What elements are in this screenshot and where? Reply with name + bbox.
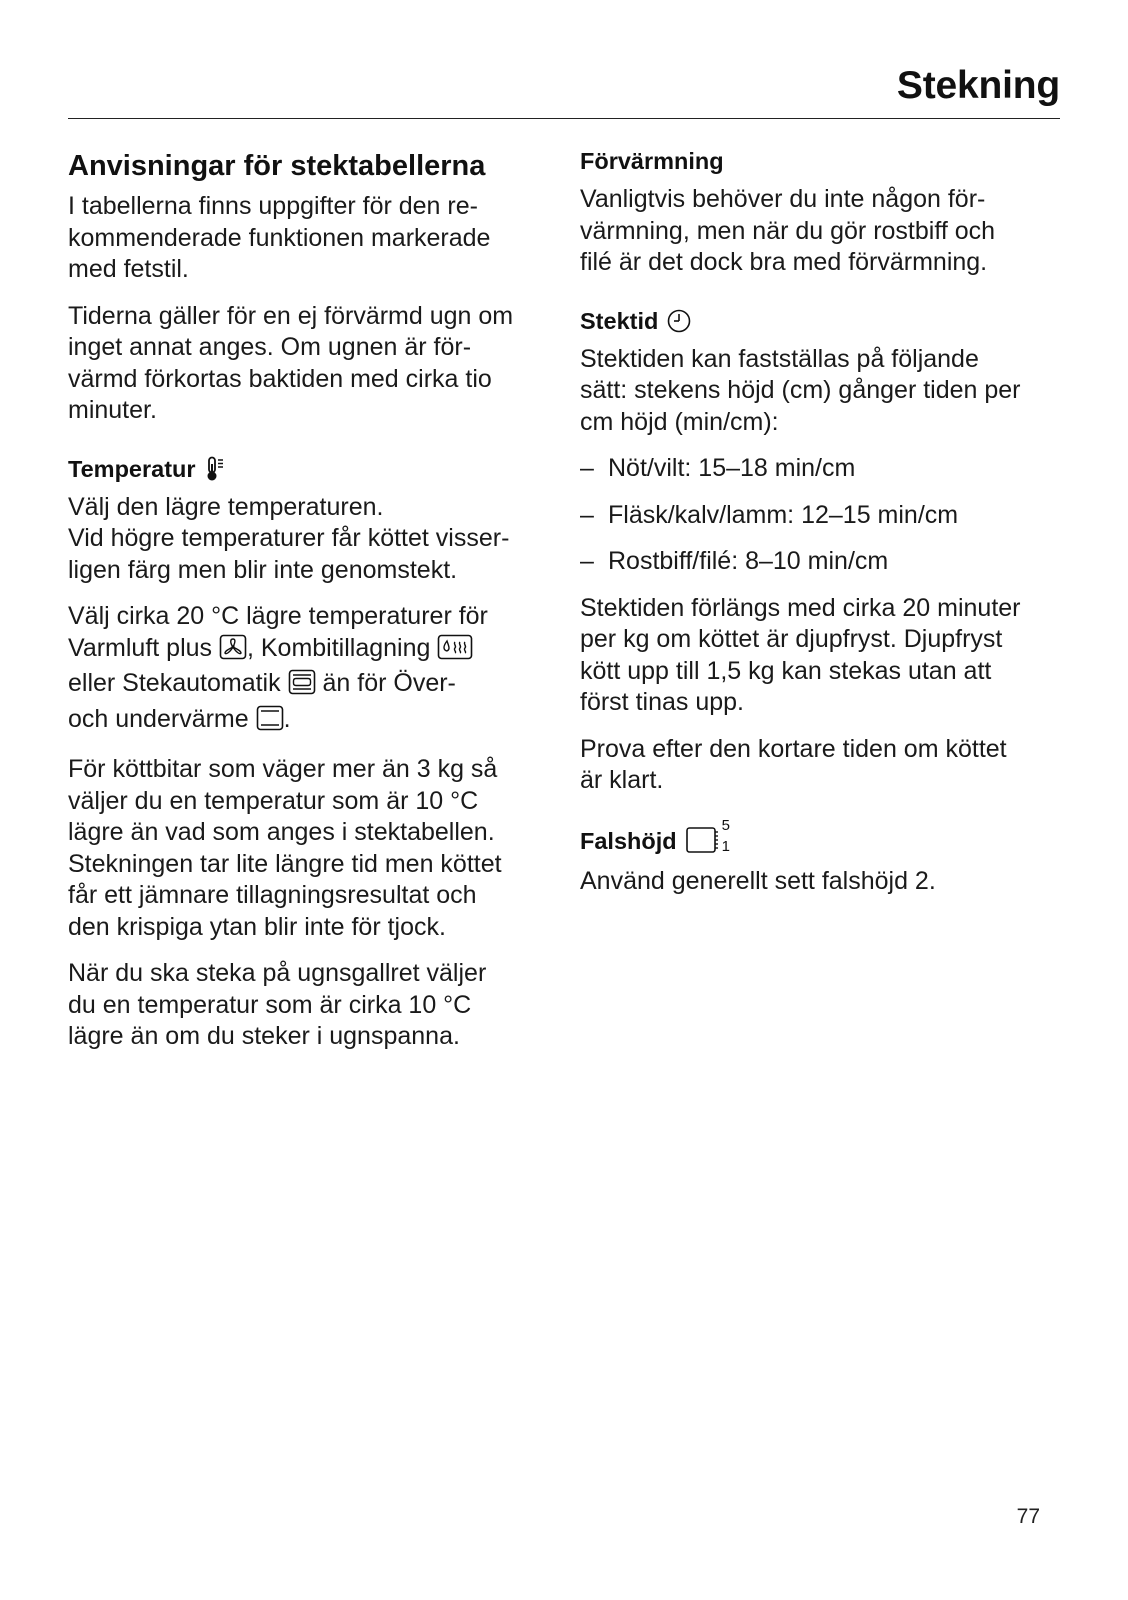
text-line: I tabellerna finns uppgifter för den re-	[68, 192, 478, 220]
text-line: filé är det dock bra med förvärmning.	[580, 248, 988, 276]
text-line: först tinas upp.	[580, 688, 744, 716]
text-line: värmning, men när du gör rostbiff och	[580, 216, 996, 245]
clock-icon	[666, 308, 692, 334]
combi-cooking-icon	[437, 634, 473, 669]
text-line: minuter.	[68, 396, 157, 424]
text-line: sätt: stekens höjd (cm) gånger tiden per	[580, 376, 1021, 404]
text-line: Stekningen tar lite längre tid men köttet	[68, 849, 502, 878]
temperature-heading	[68, 454, 546, 484]
text-line: Välj cirka 20 °C lägre temperaturer för	[68, 602, 488, 630]
shelf-level-min: 1	[721, 837, 730, 855]
text-line: kommenderade funktionen markerade	[68, 223, 491, 252]
list-dash: –	[580, 454, 594, 482]
list-item	[580, 546, 1060, 578]
shelf-level-max: 5	[721, 816, 730, 834]
cooking-time-paragraph-3	[580, 734, 1060, 797]
text-line: kött upp till 1,5 kg kan stekas utan att	[580, 656, 992, 685]
cooking-time-paragraph-1	[580, 344, 1060, 439]
preheat-paragraph	[580, 184, 1060, 279]
text-line: Välj den lägre temperaturen.	[68, 492, 384, 521]
temperature-paragraph-2	[68, 601, 546, 739]
text-line: är klart.	[580, 766, 664, 794]
shelf-level-paragraph: Använd generellt sett falshöjd 2.	[580, 866, 936, 895]
page-title: Stekning	[896, 64, 1060, 107]
text-line: med fetstil.	[68, 255, 189, 283]
cooking-time-paragraph-2	[580, 593, 1060, 719]
fan-plus-icon	[219, 634, 247, 669]
shelf-level-title: Falshöjd	[580, 827, 677, 854]
text-fragment: eller Stekautomatik	[68, 669, 288, 697]
intro-paragraph	[68, 191, 546, 286]
list-dash: –	[580, 500, 594, 529]
text-line: cm höjd (min/cm):	[580, 407, 779, 436]
text-line: väljer du en temperatur som är 10 °C	[68, 786, 479, 815]
text-line: per kg om köttet är djupfryst. Djupfryst	[580, 625, 1003, 653]
text-line: Prova efter den kortare tiden om köttet	[580, 734, 1007, 763]
text-fragment: , Kombitillagning	[246, 633, 438, 662]
list-item	[580, 500, 1060, 532]
temperature-paragraph-3	[68, 754, 546, 943]
list-item-text: Fläsk/kalv/lamm: 12–15 min/cm	[608, 500, 959, 529]
thermometer-icon	[204, 456, 226, 482]
text-line: den krispiga ytan blir inte för tjock.	[68, 912, 446, 941]
list-item-text: Rostbiff/filé: 8–10 min/cm	[608, 547, 889, 575]
preheat-title: Förvärmning	[580, 148, 724, 174]
temperature-paragraph-1	[68, 492, 546, 587]
list-dash: –	[580, 547, 594, 575]
temperature-title: Temperatur	[68, 455, 196, 482]
text-line: värmd förkortas baktiden med cirka tio	[68, 364, 492, 393]
text-line: inget annat anges. Om ugnen är för-	[68, 333, 472, 361]
text-fragment: .	[283, 704, 291, 733]
cooking-time-title: Stektid	[580, 307, 659, 334]
text-line: Tiderna gäller för en ej förvärmd ugn om	[68, 301, 514, 330]
section-heading: Anvisningar för stektabellerna	[68, 150, 486, 182]
temperature-paragraph-4	[68, 958, 546, 1053]
text-line: lägre än vad som anges i stektabellen.	[68, 818, 495, 846]
left-column	[68, 140, 546, 1053]
text-fragment: och undervärme	[68, 704, 256, 733]
cooking-time-heading	[580, 306, 1060, 336]
page-number: 77	[1016, 1505, 1040, 1528]
preheat-heading	[580, 146, 1060, 176]
text-line: Stektiden förlängs med cirka 20 minuter	[580, 593, 1021, 622]
list-item-text: Nöt/vilt: 15–18 min/cm	[608, 454, 856, 482]
text-line: Stektiden kan fastställas på följande	[580, 344, 979, 373]
text-line: För köttbitar som väger mer än 3 kg så	[68, 755, 498, 783]
text-line: När du ska steka på ugnsgallret väljer	[68, 959, 487, 987]
title-rule	[68, 118, 1060, 119]
text-line: lägre än om du steker i ugnspanna.	[68, 1022, 460, 1050]
list-item	[580, 453, 1060, 485]
text-line: Vanligtvis behöver du inte någon för-	[580, 185, 986, 213]
right-column	[580, 140, 1060, 897]
text-line: du en temperatur som är cirka 10 °C	[68, 990, 472, 1019]
text-line: får ett jämnare tillagningsresultat och	[68, 881, 477, 909]
text-line: Vid högre temperaturer får köttet visser-	[68, 524, 510, 552]
text-fragment: än för Över-	[315, 669, 456, 697]
text-line: ligen färg men blir inte genomstekt.	[68, 555, 458, 584]
shelf-level-heading	[580, 816, 1060, 858]
times-paragraph	[68, 301, 546, 427]
text-fragment: Varmluft plus	[68, 633, 219, 662]
roast-automatic-icon	[288, 669, 316, 704]
shelf-level-icon	[685, 816, 731, 858]
top-bottom-heat-icon	[256, 705, 284, 740]
cooking-time-list	[580, 453, 1060, 578]
